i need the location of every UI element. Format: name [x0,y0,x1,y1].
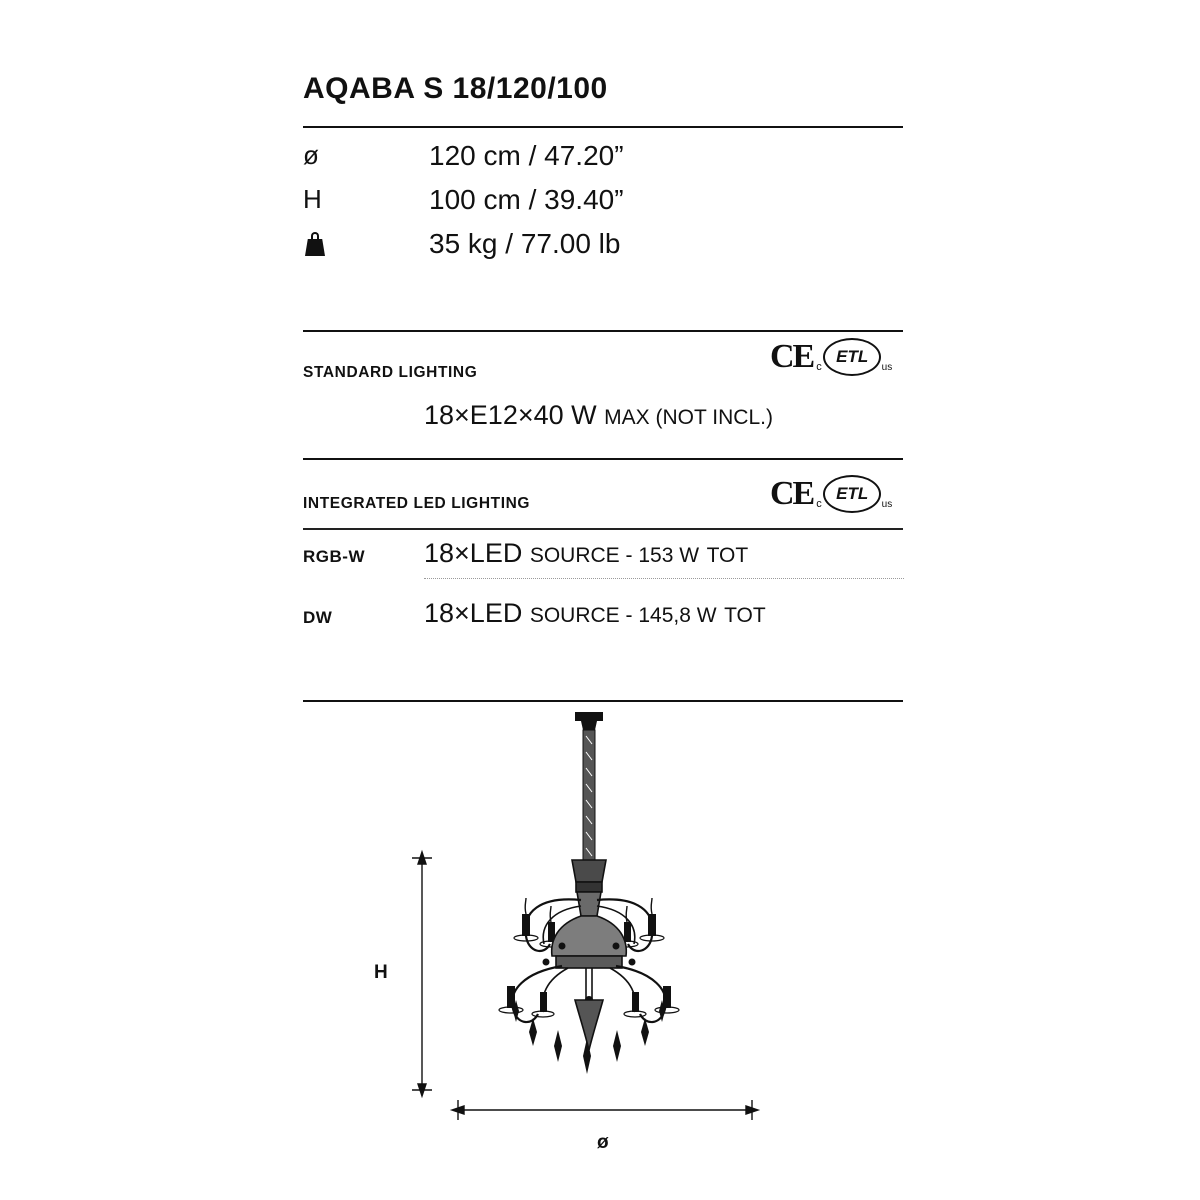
weight-icon [305,232,325,256]
standard-lighting-heading: STANDARD LIGHTING [303,364,478,381]
etl-label: ETL [836,347,869,366]
etl-label: ETL [836,484,869,503]
led-dw-main: 18×LED [424,598,523,628]
diameter-value: 120 cm / 47.20” [429,140,624,171]
etl-suffix: us [881,499,893,510]
ce-mark: CE [770,475,814,512]
standard-lighting-spec-note: MAX (NOT INCL.) [604,406,773,429]
led-row-value-dw [424,598,766,629]
diameter-symbol: ø [303,140,319,170]
divider-led-rows [424,578,904,579]
divider-title [303,126,903,128]
integrated-led-heading: INTEGRATED LED LIGHTING [303,495,531,512]
height-symbol: H [303,184,322,214]
led-row-value-rgbw [424,538,748,569]
led-dw-mid: SOURCE - 145,8 W [529,604,717,627]
led-dw-tail: TOT [724,604,766,627]
etl-prefix: c [816,498,822,510]
integrated-led-marks [770,475,893,513]
ce-mark: CE [770,338,814,375]
led-rgbw-mid: SOURCE - 153 W [529,544,700,567]
etl-mark [816,475,893,513]
led-row-label-dw: DW [303,608,333,627]
chandelier-line-drawing [300,700,906,1190]
led-rgbw-main: 18×LED [424,538,523,568]
height-value: 100 cm / 39.40” [429,184,624,215]
spec-row-diameter [303,140,903,180]
drawing-height-label: H [374,962,388,983]
etl-prefix: c [816,361,822,373]
product-drawing [300,700,906,1190]
led-row-label-rgbw: RGB-W [303,547,365,566]
standard-lighting-spec-main: 18×E12×40 W [424,400,597,430]
etl-mark [816,338,893,376]
drawing-diameter-label: ø [597,1132,609,1153]
divider-standard-lighting-top [303,330,903,332]
divider-led-heading [303,528,903,530]
weight-value: 35 kg / 77.00 lb [429,228,621,259]
standard-lighting-spec [424,400,773,431]
spec-row-weight [303,228,903,268]
divider-led-lighting-top [303,458,903,460]
page-title: AQABA S 18/120/100 [303,72,608,105]
standard-lighting-marks [770,338,893,376]
spec-row-height [303,184,903,224]
led-rgbw-tail: TOT [706,544,749,567]
etl-suffix: us [881,362,893,373]
